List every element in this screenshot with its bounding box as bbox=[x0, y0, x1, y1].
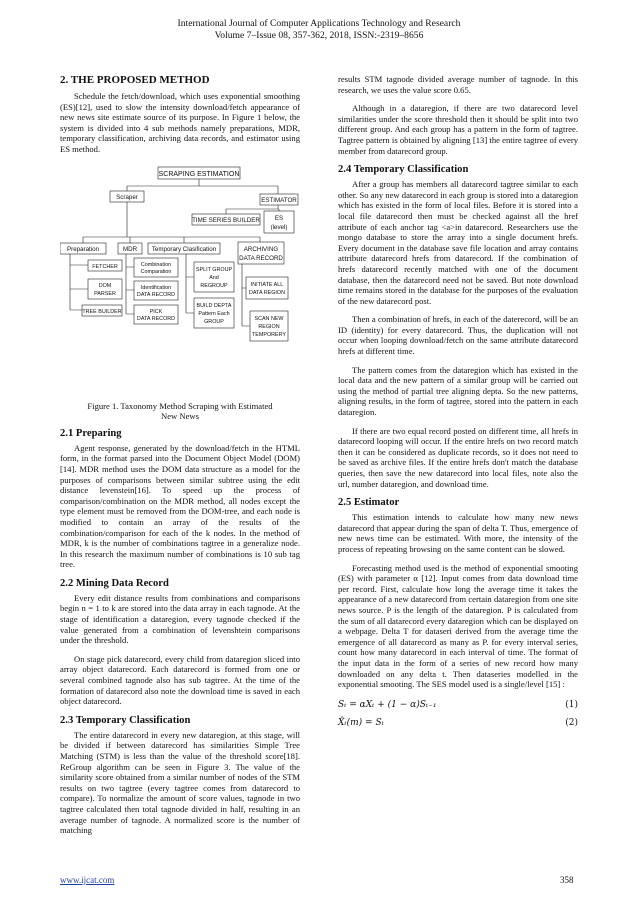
label-build-1: BUILD DEPTA bbox=[196, 302, 232, 309]
right-column bbox=[338, 74, 578, 734]
label-identification-2: DATA RECORD bbox=[136, 291, 176, 298]
journal-website-link[interactable]: www.ijcat.com bbox=[60, 875, 115, 885]
equation-1-number: (1) bbox=[565, 699, 578, 710]
section-2-2-paragraph-2: On stage pick datarecord, every child from dataregion sliced into array object datarecord. Each datarecord is formed from one or several combined tagnode also has sub tagtree. At the time of the formation of datarecord also note the download time is saved in each object datarecord. bbox=[60, 653, 300, 707]
journal-volume: Volume 7–Issue 08, 357-362, 2018, ISSN:-2319–8656 bbox=[214, 30, 424, 41]
section-2-text: Schedule the fetch/download, which uses exponential smoothing (ES)[12], used to slow the intensity download/fetch appearance of new news site estimate source of its purpose. In Figure 1 below, the system is divided into 4 sub methods namely preparations, MDR, temporary classification, archiving data records, and estimator using ES method. bbox=[60, 91, 300, 154]
section-2-4-paragraph-4: If there are two equal record posted on different time, all hrefs in datarecord looping will occur. If the entire hrefs on two record match then it can be considered as duplicate records, so it does not need to be saved as archive files. If the entire hrefs don't match the database queries, then save the new datarecord into local files, note also the url, number dataregion, and download time. bbox=[338, 425, 578, 489]
equation-2-number: (2) bbox=[565, 717, 578, 728]
label-pick-2: DATA RECORD bbox=[136, 315, 176, 322]
section-2-2-title: 2.2 Mining Data Record bbox=[60, 577, 169, 589]
label-initiate-1: INITIATE ALL bbox=[250, 281, 284, 288]
journal-title: International Journal of Computer Applications Technology and Research bbox=[177, 18, 461, 29]
label-estimator: ESTIMATOR bbox=[261, 196, 297, 204]
journal-header bbox=[0, 18, 638, 42]
equation-2-expression: X̂ₜ(m) = Sₜ bbox=[338, 717, 384, 728]
left-column bbox=[60, 74, 300, 844]
label-build-2: Pattern Each bbox=[198, 310, 230, 317]
label-combination-2: Comparation bbox=[140, 268, 172, 275]
label-build-3: GROUP bbox=[204, 318, 224, 325]
section-2-4-title: 2.4 Temporary Classification bbox=[338, 164, 469, 176]
page-number: 358 bbox=[560, 875, 574, 885]
label-combination-1: Combination bbox=[140, 261, 172, 268]
label-es-level: (level) bbox=[270, 223, 288, 231]
label-initiate-2: DATA REGION bbox=[248, 289, 286, 296]
continued-paragraph: results STM tagnode divided average number of tagnode. In this research, we uses the value score 0.65. bbox=[338, 74, 578, 95]
equation-1 bbox=[338, 698, 578, 714]
label-fetcher: FETCHER bbox=[92, 263, 118, 270]
label-dom-2: PARSER bbox=[94, 290, 116, 297]
section-2-1-title: 2.1 Preparing bbox=[60, 427, 122, 439]
label-split-2: And bbox=[209, 274, 219, 281]
equation-2 bbox=[338, 716, 578, 732]
section-2-4-paragraph-2: Then a combination of hrefs, in each of the daterecord, will be an ID (identity) for every datarecord. Thus, the duplication will not occur when looping download/fetch on the same attribute datarecord hrefs at different time. bbox=[338, 314, 578, 357]
section-2-2-paragraph-1: Every edit distance results from combinations and comparisons begin n = 1 to k are stored into the data array in each tagnode. At the stage of identification a dataregion, every tagnode checked if the value generated from a combination of levenshtein comparisons under the threshold. bbox=[60, 592, 300, 646]
section-2-4-paragraph-1: After a group has members all datarecord tagtree similar to each other. So any new datarecord in each group is stored into a dataregion which has existed in the form of local files. Before it is stored into a local file datarecord then must be checked against all the href attribute of each anchor tag <a>in datarecord. Researchers use the mongo database to store the array into a single document hrefs. Every document in the database save file location and array contains attribute datarecord hrefs from datarecord. If the combination of hrefs datarecord recently matched with one of the document database, then the datarecord need not be saved. But note download time remains stored in the database for the purposes of the evaluation of the new datarecord post. bbox=[338, 179, 578, 306]
section-2-3-text: The entire datarecord in every new dataregion, at this stage, will be divided if between datarecord has similarities Simple Tree Matching (STM) is less than the value of the threshold score[18]. ReGroup algorithm can be seen in Figure 3. The value of the similarity score obtained from a similar number of nodes of the STM results on two tagtree (every tagtree comes from datarecord to compare). To normalize the amount of score values, tagnode in two tagtree calculated then total tagnode divided in half, resulting in an average number of tagnode. A normalized score is the number of matching bbox=[60, 729, 300, 836]
label-archiving-2: DATA RECORD bbox=[239, 254, 283, 262]
section-2-4-paragraph-3: The pattern comes from the dataregion which has existed in the local data and the new pattern of a similar group will be carried out using the method of partial tree aligning depta. So the new patterns, aligning results, in the form of tagtree, stored into the pattern in each dataregion. bbox=[338, 364, 578, 418]
label-root: SCRAPING ESTIMATION bbox=[158, 170, 240, 178]
label-dom-1: DOM bbox=[98, 282, 112, 289]
section-2-5-title: 2.5 Estimator bbox=[338, 497, 400, 509]
figure-1 bbox=[60, 163, 300, 399]
label-split-3: REGROUP bbox=[200, 282, 228, 289]
label-scan-1: SCAN NEW bbox=[254, 315, 284, 322]
section-2-title: 2. THE PROPOSED METHOD bbox=[60, 74, 210, 86]
label-pick-1: PICK bbox=[149, 308, 163, 315]
label-scan-2: REGION bbox=[258, 323, 280, 330]
section-2-5-paragraph-2: Forecasting method used is the method of exponential smooting (ES) with parameter α [12]. Input comes from data download time per record. First, calculate how long the average time it takes the appearance of a new datarecord from certain dataregion from one site news source. P is the length of the dataregion. P is calculated from the sum of all datarecord every dataregion which can be displayed on a webpage. Delta T for dataseri derived from the average time the emergence of all datarecord as many as P. for every interval series, count how many datarecord in each interval of time. The format of the input data in the form of a series of new record how many downloaded on any delta t. Then dataseries modelled in the exponential smooting. The SES model used is a single/level [15] : bbox=[338, 562, 578, 690]
label-tree-builder: TREE BUILDER bbox=[82, 308, 122, 315]
label-split-1: SPLIT GROUP bbox=[195, 266, 233, 273]
caption-line-2: New News bbox=[161, 411, 199, 422]
section-2-3-title: 2.3 Temporary Classification bbox=[60, 714, 191, 726]
label-scan-3: TEMPORERY bbox=[251, 331, 287, 338]
taxonomy-diagram bbox=[60, 163, 300, 399]
figure-1-caption bbox=[60, 401, 300, 422]
label-preparation: Preparation bbox=[67, 245, 99, 253]
split-paragraph: Although in a dataregion, if there are two datarecord level similarities under the score threshold then it should be split into two different group. And each group has a pattern in the form of tagtree. Tagtree pattern is obtained by aligning [13] the entire tagtree of every member from datarecord group. bbox=[338, 103, 578, 156]
section-2-5-paragraph-1: This estimation intends to calculate how many new news datarecord that appear during the span of delta T. Thus, emergence of new news time can be estimated. With more, the intensity of the process of repeating browsing on the same content can be slowed. bbox=[338, 512, 578, 554]
label-identification-1: Identification bbox=[140, 284, 172, 291]
label-time-series: TIME SERIES BUILDER bbox=[192, 216, 260, 224]
label-es: ES bbox=[274, 214, 284, 222]
label-temporary: Temporary Clasification bbox=[151, 245, 217, 253]
section-2-1-text: Agent response, generated by the download/fetch in the HTML form, in the format parsed into the Document Object Model (DOM) [14]. MDR method uses the DOM data structure as a model for the purposes of comparisons between similar subtree using the edit distance levenstein[16]. To speed up the process of comparison/combination on the MDR method, all nodes except the type element must be removed from the DOM-tree, and each node is modified to contain an array of the results of the combination/comparison for each of the k nodes. In the method of MDR, k is the number of combinations tagtree in a generalize node. In this research the maximum number of combinations is 10 sub tag tree. bbox=[60, 442, 300, 570]
label-archiving-1: ARCHIVING bbox=[243, 245, 279, 253]
caption-line-1: Figure 1. Taxonomy Method Scraping with Estimated bbox=[87, 400, 273, 411]
label-scraper: Scraper bbox=[116, 193, 138, 201]
label-mdr: MDR bbox=[122, 245, 138, 253]
equation-1-expression: Sₜ = αXₜ + (1 − α)Sₜ₋₁ bbox=[338, 699, 437, 710]
